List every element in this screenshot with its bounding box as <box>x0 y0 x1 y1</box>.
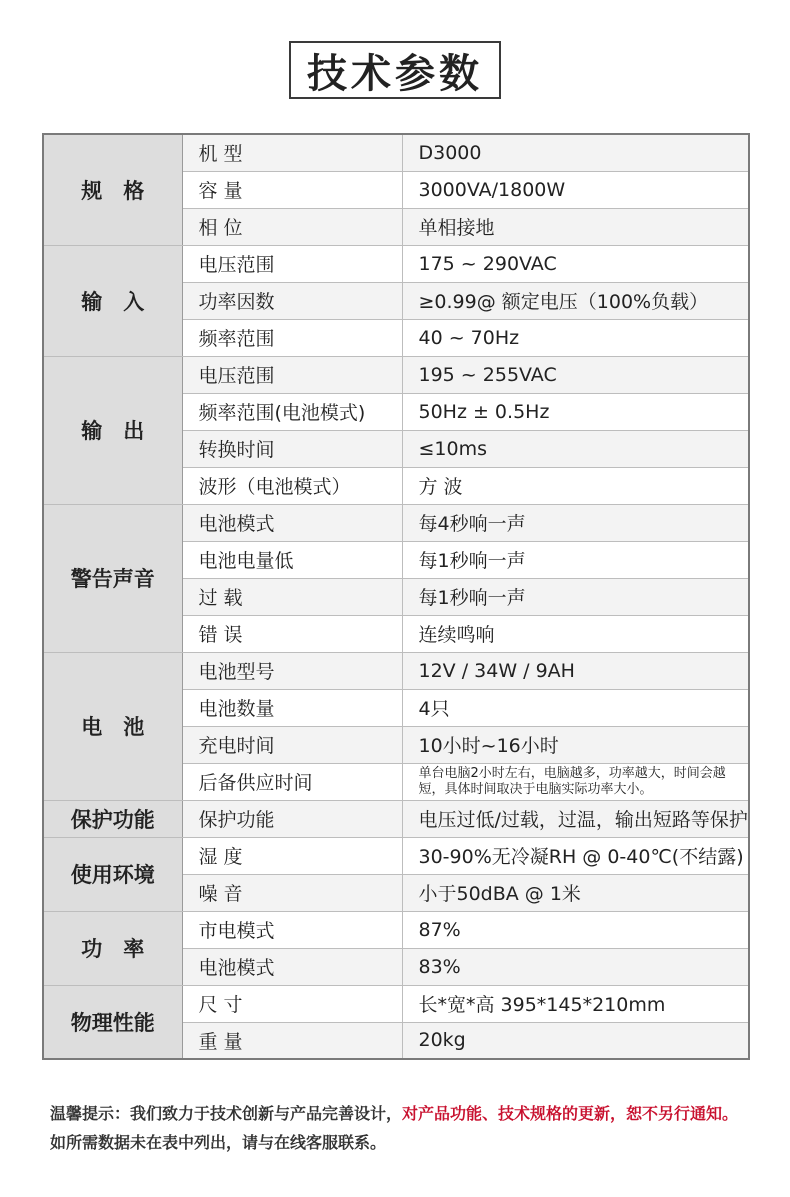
category-cell: 使用环境 <box>43 837 182 911</box>
value-cell: 小于50dBA @ 1米 <box>402 874 749 911</box>
value-cell: 12V / 34W / 9AH <box>402 652 749 689</box>
param-cell: 后备供应时间 <box>182 763 402 800</box>
table-row <box>43 837 749 874</box>
category-cell: 电 池 <box>43 652 182 800</box>
value-cell: 每4秒响一声 <box>402 504 749 541</box>
table-row <box>43 134 749 171</box>
param-cell: 转换时间 <box>182 430 402 467</box>
param-cell: 市电模式 <box>182 911 402 948</box>
param-cell: 机 型 <box>182 134 402 171</box>
param-cell: 波形（电池模式） <box>182 467 402 504</box>
category-cell: 规 格 <box>43 134 182 245</box>
param-cell: 电池模式 <box>182 504 402 541</box>
table-row <box>43 911 749 948</box>
param-cell: 电池电量低 <box>182 541 402 578</box>
note-highlight: 对产品功能、技术规格的更新，恕不另行通知。 <box>402 1104 739 1123</box>
value-cell: 83% <box>402 948 749 985</box>
value-cell: 10小时~16小时 <box>402 726 749 763</box>
value-cell: 单相接地 <box>402 208 749 245</box>
param-cell: 充电时间 <box>182 726 402 763</box>
param-cell: 频率范围(电池模式) <box>182 393 402 430</box>
category-cell: 警告声音 <box>43 504 182 652</box>
table-row <box>43 356 749 393</box>
value-cell: 20kg <box>402 1022 749 1059</box>
param-cell: 错 误 <box>182 615 402 652</box>
value-cell: 175 ~ 290VAC <box>402 245 749 282</box>
table-row <box>43 652 749 689</box>
note-text-contact: 如所需数据未在表中列出，请与在线客服联系。 <box>50 1133 387 1152</box>
param-cell: 电池模式 <box>182 948 402 985</box>
page-title: 技术参数 <box>289 41 501 99</box>
category-cell: 输 入 <box>43 245 182 356</box>
spec-table <box>42 133 750 1060</box>
value-cell: 30-90%无冷凝RH @ 0-40℃(不结露) <box>402 837 749 874</box>
param-cell: 重 量 <box>182 1022 402 1059</box>
value-cell: 单台电脑2小时左右，电脑越多，功率越大，时间会越短，具体时间取决于电脑实际功率大小。 <box>402 763 749 800</box>
table-row <box>43 504 749 541</box>
value-cell: ≤10ms <box>402 430 749 467</box>
param-cell: 噪 音 <box>182 874 402 911</box>
value-cell: 每1秒响一声 <box>402 578 749 615</box>
param-cell: 频率范围 <box>182 319 402 356</box>
value-cell: ≥0.99@ 额定电压（100%负载） <box>402 282 749 319</box>
category-cell: 保护功能 <box>43 800 182 837</box>
param-cell: 电压范围 <box>182 356 402 393</box>
param-cell: 功率因数 <box>182 282 402 319</box>
value-cell: 电压过低/过载，过温，输出短路等保护 <box>402 800 749 837</box>
value-cell: 方 波 <box>402 467 749 504</box>
category-cell: 物理性能 <box>43 985 182 1059</box>
param-cell: 相 位 <box>182 208 402 245</box>
value-cell: 3000VA/1800W <box>402 171 749 208</box>
category-cell: 功 率 <box>43 911 182 985</box>
param-cell: 电池数量 <box>182 689 402 726</box>
param-cell: 湿 度 <box>182 837 402 874</box>
table-row <box>43 985 749 1022</box>
param-cell: 过 载 <box>182 578 402 615</box>
value-cell: 长*宽*高 395*145*210mm <box>402 985 749 1022</box>
table-row <box>43 800 749 837</box>
value-cell: 40 ~ 70Hz <box>402 319 749 356</box>
footer-note <box>50 1099 750 1157</box>
value-cell: D3000 <box>402 134 749 171</box>
table-row <box>43 245 749 282</box>
category-cell: 输 出 <box>43 356 182 504</box>
param-cell: 电压范围 <box>182 245 402 282</box>
value-cell: 195 ~ 255VAC <box>402 356 749 393</box>
value-cell: 87% <box>402 911 749 948</box>
value-cell: 50Hz ± 0.5Hz <box>402 393 749 430</box>
param-cell: 容 量 <box>182 171 402 208</box>
value-cell: 每1秒响一声 <box>402 541 749 578</box>
param-cell: 电池型号 <box>182 652 402 689</box>
value-cell: 4只 <box>402 689 749 726</box>
note-text: 温馨提示：我们致力于技术创新与产品完善设计， <box>50 1104 403 1123</box>
param-cell: 尺 寸 <box>182 985 402 1022</box>
param-cell: 保护功能 <box>182 800 402 837</box>
value-cell: 连续鸣响 <box>402 615 749 652</box>
